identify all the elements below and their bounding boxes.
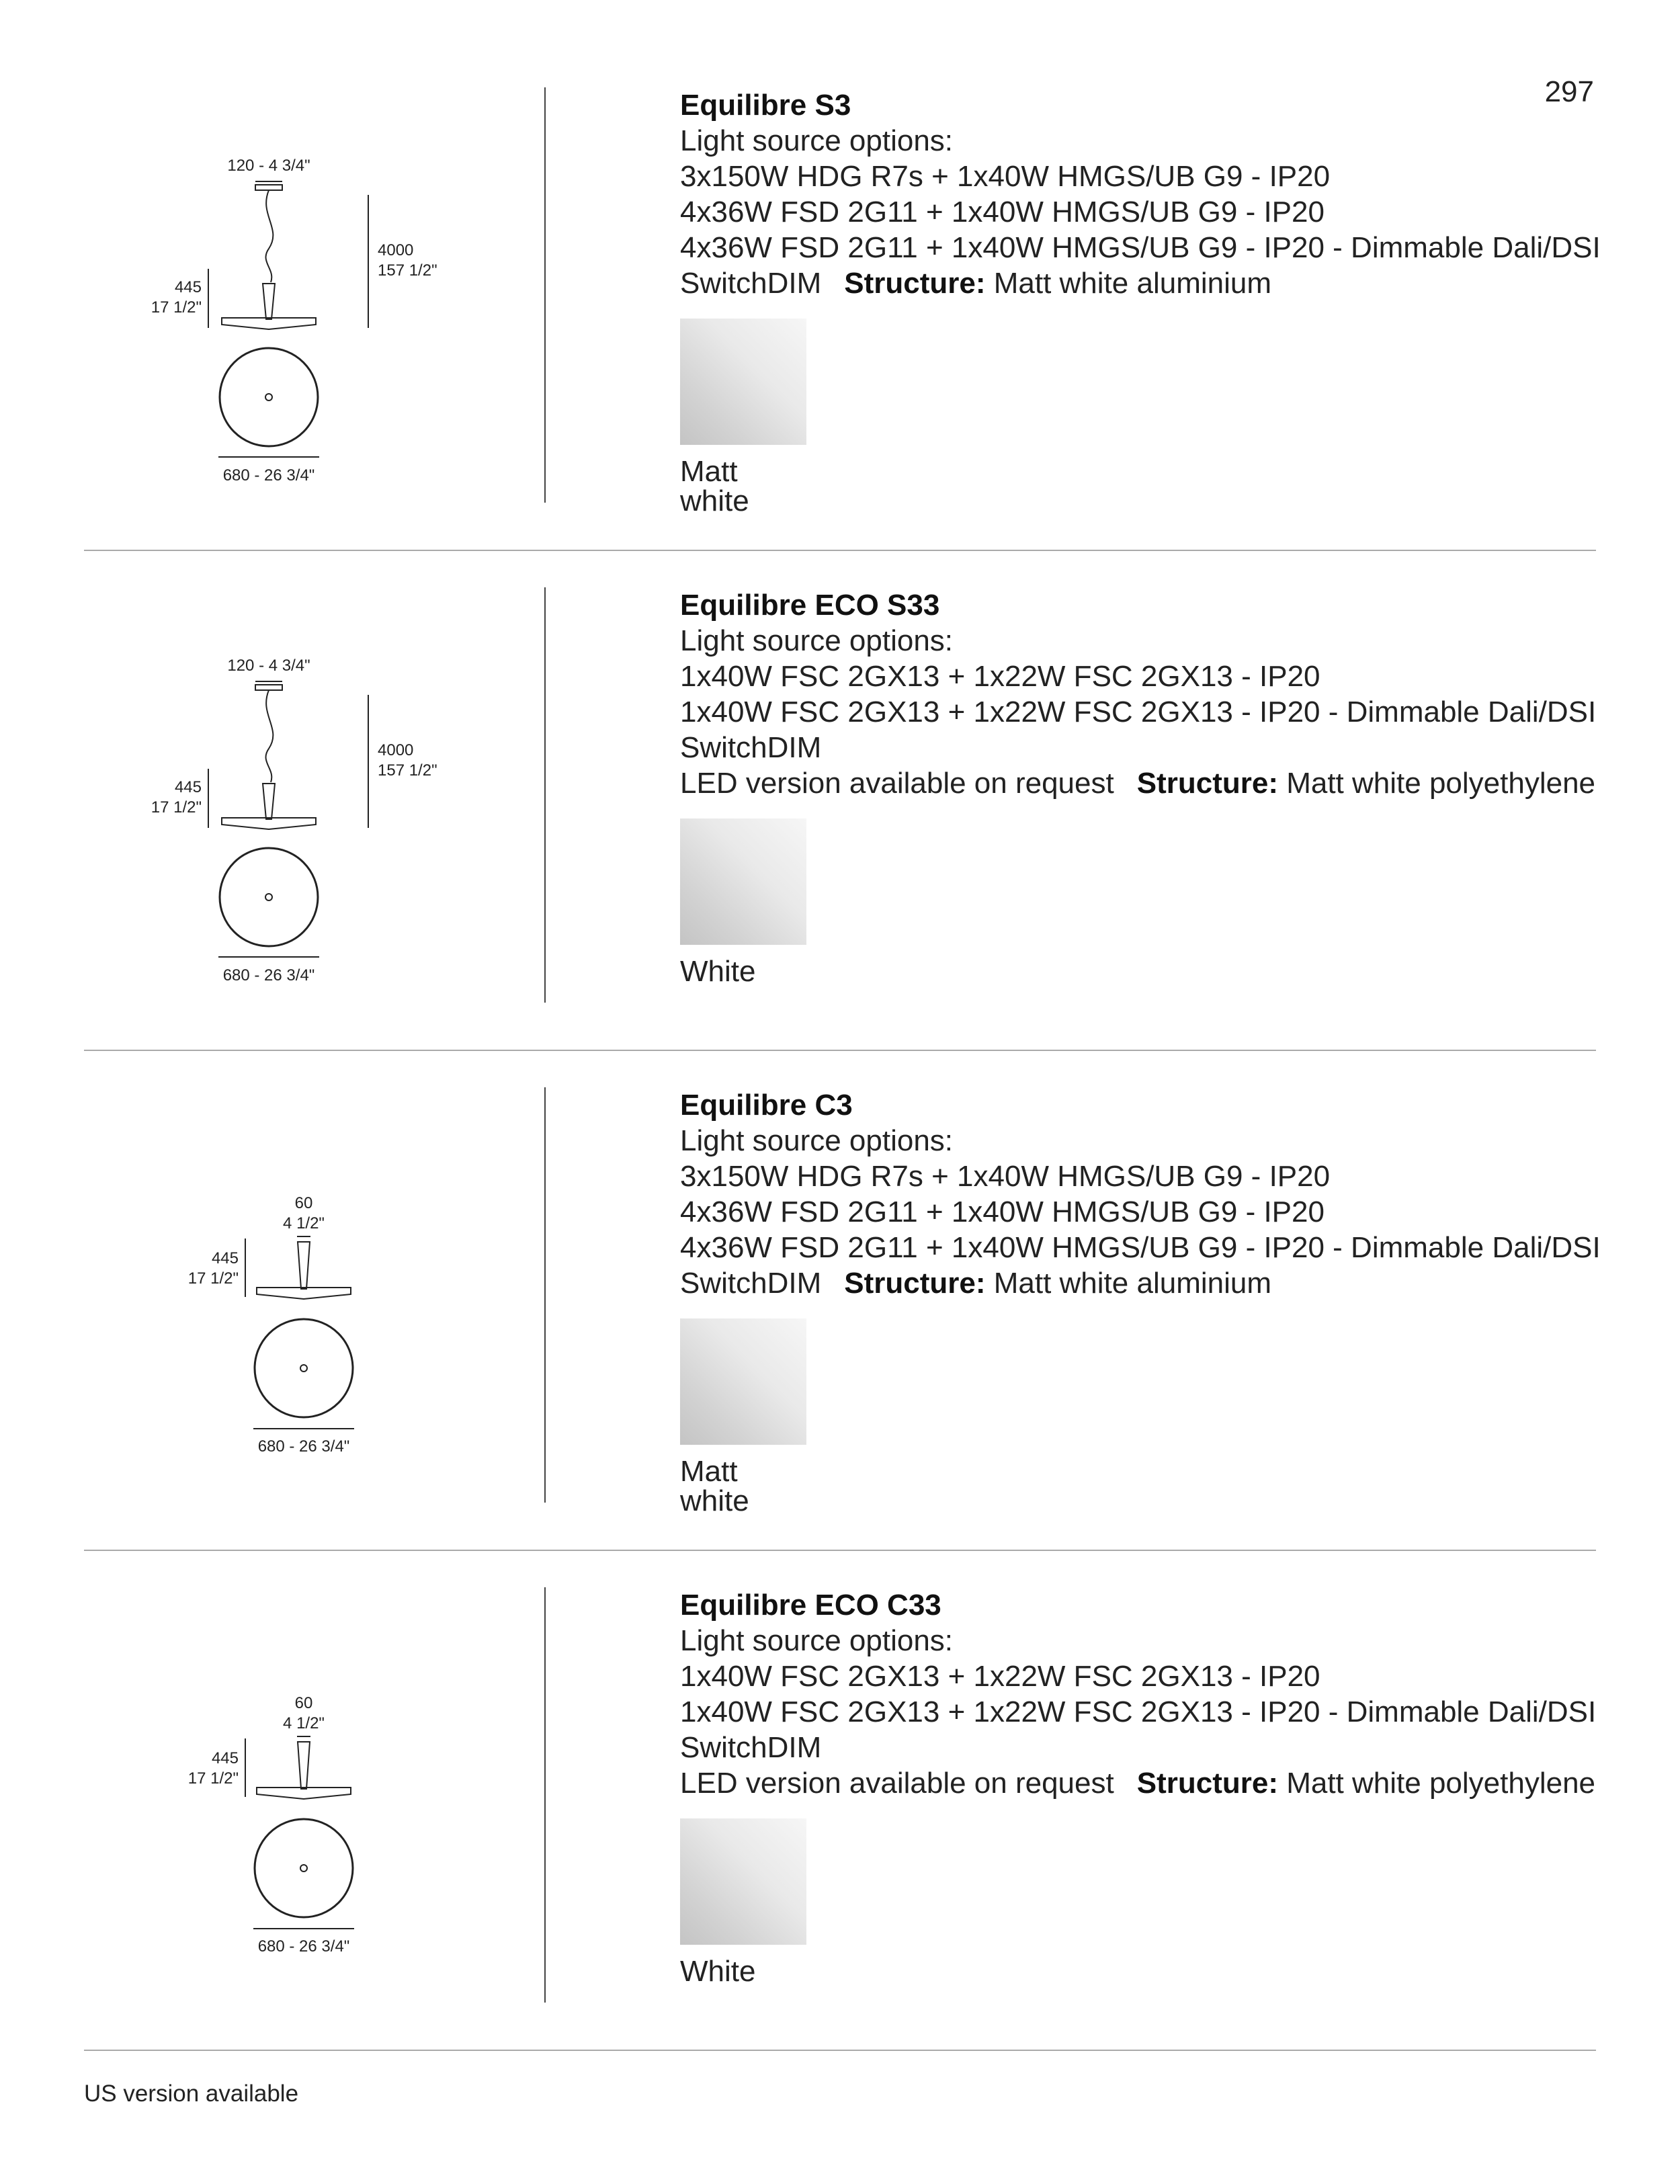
suspension-lamp-drawing — [134, 614, 511, 991]
diameter-label: 680 - 26 3/4" — [222, 466, 315, 485]
finish-label: Matt white — [680, 1455, 749, 1517]
structure-label: Structure: — [844, 267, 986, 300]
lamp-stem — [263, 284, 275, 319]
structure-line — [680, 265, 1621, 301]
lamp-plan-view — [220, 348, 318, 446]
lamp-plan-view — [255, 1819, 353, 1917]
technical-drawing-eco-c33 — [134, 1614, 511, 1990]
section-divider — [84, 2050, 1596, 2051]
technical-drawing-s3 — [134, 114, 511, 491]
light-option: 4x36W FSD 2G11 + 1x40W HMGS/UB G9 - IP20 - Dimmable Dali/DSI — [680, 231, 1601, 264]
body-mm-label: 445 — [211, 1749, 239, 1767]
top-in-label: 4 1/2" — [283, 1714, 325, 1732]
top-dimension-label: 120 - 4 3/4" — [227, 157, 310, 175]
ceiling-canopy — [255, 685, 282, 690]
structure-value: Matt white polyethylene — [1286, 1767, 1596, 1800]
technical-drawing-eco-s33 — [134, 614, 511, 991]
suspension-cable — [266, 190, 274, 282]
body-in-label: 17 1/2" — [151, 798, 202, 816]
structure-prefix: LED version available on request — [680, 767, 1114, 800]
diameter-label: 680 - 26 3/4" — [257, 1437, 350, 1456]
body-in-label: 17 1/2" — [187, 1769, 239, 1788]
product-section-eco-s33 — [0, 587, 1680, 1087]
light-option: SwitchDIM — [680, 731, 822, 764]
light-option: SwitchDIM — [680, 1731, 822, 1764]
section-divider — [84, 550, 1596, 551]
light-option: 1x40W FSC 2GX13 + 1x22W FSC 2GX13 - IP20 — [680, 660, 1320, 693]
ceiling-canopy — [255, 185, 282, 190]
light-source-heading: Light source options: — [680, 1624, 954, 1657]
light-option: 3x150W HDG R7s + 1x40W HMGS/UB G9 - IP20 — [680, 160, 1331, 193]
light-option: 3x150W HDG R7s + 1x40W HMGS/UB G9 - IP20 — [680, 1160, 1331, 1193]
height-in-label: 157 1/2" — [378, 261, 437, 280]
height-mm-label: 4000 — [378, 741, 414, 759]
section-divider — [84, 1050, 1596, 1051]
light-option: 4x36W FSD 2G11 + 1x40W HMGS/UB G9 - IP20 — [680, 196, 1325, 228]
product-section-c3 — [0, 1087, 1680, 1587]
light-source-heading: Light source options: — [680, 624, 954, 657]
top-dimension-label: 120 - 4 3/4" — [227, 657, 310, 675]
light-source-heading: Light source options: — [680, 1124, 954, 1157]
section-divider — [84, 1550, 1596, 1551]
structure-label: Structure: — [844, 1267, 986, 1300]
product-spec — [680, 587, 1621, 986]
light-option: 1x40W FSC 2GX13 + 1x22W FSC 2GX13 - IP20 - Dimmable Dali/DSI — [680, 1695, 1597, 1728]
finish-swatch — [680, 1318, 806, 1445]
product-title: Equilibre C3 — [680, 1089, 853, 1122]
finish-label: Matt white — [680, 455, 749, 517]
product-spec — [680, 87, 1621, 516]
light-option: 4x36W FSD 2G11 + 1x40W HMGS/UB G9 - IP20 - Dimmable Dali/DSI — [680, 1231, 1601, 1264]
column-divider — [544, 587, 546, 1003]
body-mm-label: 445 — [174, 778, 202, 796]
structure-value: Matt white aluminium — [993, 267, 1271, 300]
column-divider — [544, 87, 546, 503]
structure-prefix: LED version available on request — [680, 1767, 1114, 1800]
footer-note: US version available — [84, 2081, 299, 2107]
lamp-plan-view — [220, 848, 318, 946]
technical-drawing-c3 — [134, 1114, 511, 1490]
product-title: Equilibre ECO S33 — [680, 589, 940, 622]
height-in-label: 157 1/2" — [378, 761, 437, 780]
finish-swatch — [680, 818, 806, 945]
column-divider — [544, 1587, 546, 2003]
product-section-s3 — [0, 87, 1680, 587]
diameter-label: 680 - 26 3/4" — [222, 966, 315, 984]
page-number: 297 — [1544, 75, 1594, 108]
structure-prefix: SwitchDIM — [680, 1267, 822, 1300]
product-spec — [680, 1087, 1621, 1516]
ceiling-lamp-drawing — [134, 1114, 511, 1490]
suspension-lamp-drawing — [134, 114, 511, 491]
ceiling-lamp-drawing — [134, 1614, 511, 1990]
finish-label: White — [680, 955, 756, 988]
body-in-label: 17 1/2" — [151, 298, 202, 317]
column-divider — [544, 1087, 546, 1503]
height-mm-label: 4000 — [378, 241, 414, 259]
lamp-stem — [298, 1242, 310, 1289]
structure-line — [680, 1765, 1621, 1801]
product-section-eco-c33 — [0, 1587, 1680, 2087]
body-in-label: 17 1/2" — [187, 1269, 239, 1288]
structure-prefix: SwitchDIM — [680, 267, 822, 300]
product-spec — [680, 1587, 1621, 1986]
structure-label: Structure: — [1136, 767, 1278, 800]
body-mm-label: 445 — [211, 1249, 239, 1267]
finish-swatch — [680, 1818, 806, 1945]
finish-swatch — [680, 319, 806, 445]
light-source-heading: Light source options: — [680, 124, 954, 157]
structure-label: Structure: — [1136, 1767, 1278, 1800]
product-title: Equilibre S3 — [680, 89, 851, 122]
body-mm-label: 445 — [174, 278, 202, 296]
structure-line — [680, 765, 1621, 801]
diameter-label: 680 - 26 3/4" — [257, 1937, 350, 1956]
top-mm-label: 60 — [294, 1694, 313, 1712]
suspension-cable — [266, 690, 274, 782]
finish-label: White — [680, 1955, 756, 1988]
light-option: 1x40W FSC 2GX13 + 1x22W FSC 2GX13 - IP20 - Dimmable Dali/DSI — [680, 696, 1597, 728]
structure-value: Matt white aluminium — [993, 1267, 1271, 1300]
product-title: Equilibre ECO C33 — [680, 1589, 941, 1622]
top-mm-label: 60 — [294, 1194, 313, 1212]
structure-value: Matt white polyethylene — [1286, 767, 1596, 800]
light-option: 1x40W FSC 2GX13 + 1x22W FSC 2GX13 - IP20 — [680, 1660, 1320, 1693]
top-in-label: 4 1/2" — [283, 1214, 325, 1232]
lamp-stem — [298, 1742, 310, 1789]
lamp-stem — [263, 784, 275, 819]
lamp-plan-view — [255, 1319, 353, 1417]
light-option: 4x36W FSD 2G11 + 1x40W HMGS/UB G9 - IP20 — [680, 1195, 1325, 1228]
structure-line — [680, 1265, 1621, 1301]
